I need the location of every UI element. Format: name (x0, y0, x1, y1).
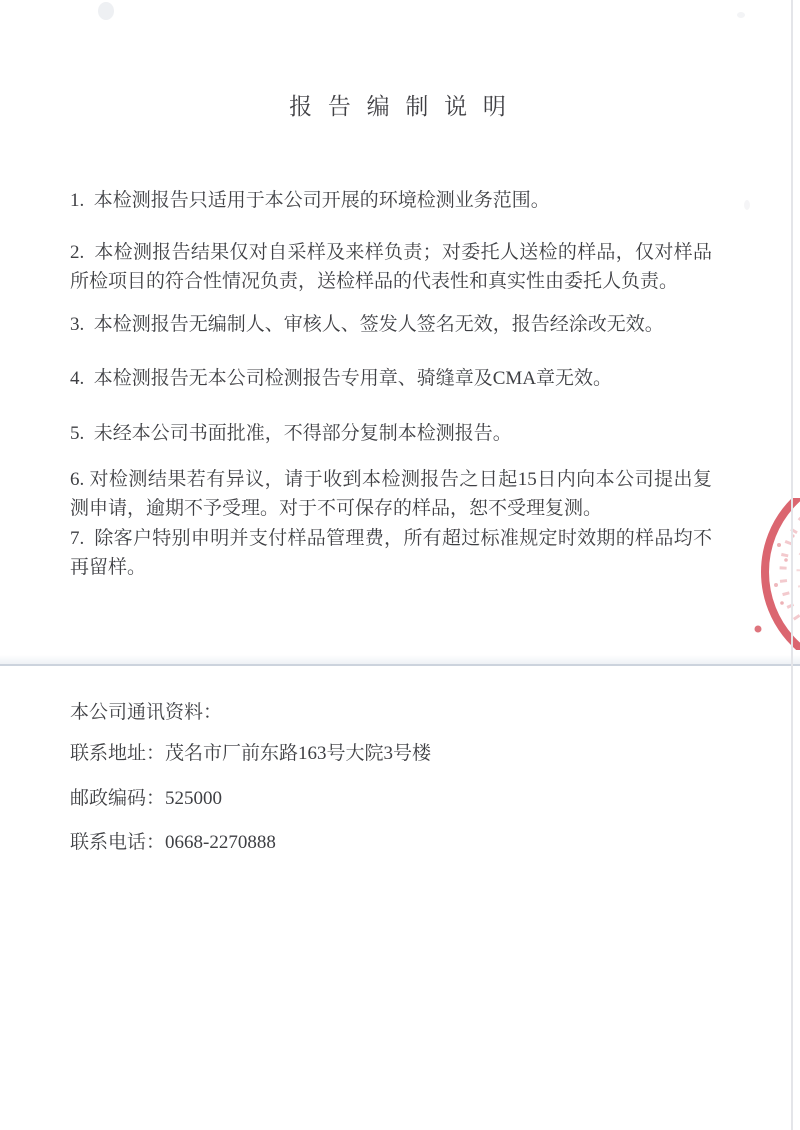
report-clause-5: 5. 未经本公司书面批准，不得部分复制本检测报告。 (70, 423, 512, 444)
report-clause-3: 3. 本检测报告无编制人、审核人、签发人签名无效，报告经涂改无效。 (70, 314, 664, 335)
page-edge-line (791, 0, 793, 1130)
section-divider-line (0, 664, 800, 666)
scan-noise-speck (737, 12, 745, 18)
contact-phone: 联系电话：0668-2270888 (70, 832, 276, 853)
report-clause-2: 2. 本检测报告结果仅对自采样及来样负责；对委托人送检的样品，仅对样品所检项目的符合性情况负责，送检样品的代表性和真实性由委托人负责。 (70, 242, 712, 292)
report-clause-1: 1. 本检测报告只适用于本公司开展的环境检测业务范围。 (70, 190, 550, 211)
contact-address: 联系地址：茂名市厂前东路163号大院3号楼 (70, 743, 432, 764)
page-title: 报 告 编 制 说 明 (289, 94, 511, 119)
report-clause-7: 7. 除客户特别申明并支付样品管理费，所有超过标准规定时效期的样品均不再留样。 (70, 528, 712, 578)
contact-postal-code: 邮政编码：525000 (70, 788, 223, 809)
scan-seam-band (0, 655, 800, 664)
report-clause-4: 4. 本检测报告无本公司检测报告专用章、骑缝章及CMA章无效。 (70, 368, 613, 389)
contact-heading: 本公司通讯资料： (70, 702, 223, 723)
report-clause-6: 6. 对检测结果若有异议，请于收到本检测报告之日起15日内向本公司提出复测申请，逾期不予受理。对于不可保存的样品，恕不受理复测。 (70, 469, 712, 519)
scan-noise-speck (98, 2, 114, 20)
scan-noise-speck (744, 200, 750, 210)
